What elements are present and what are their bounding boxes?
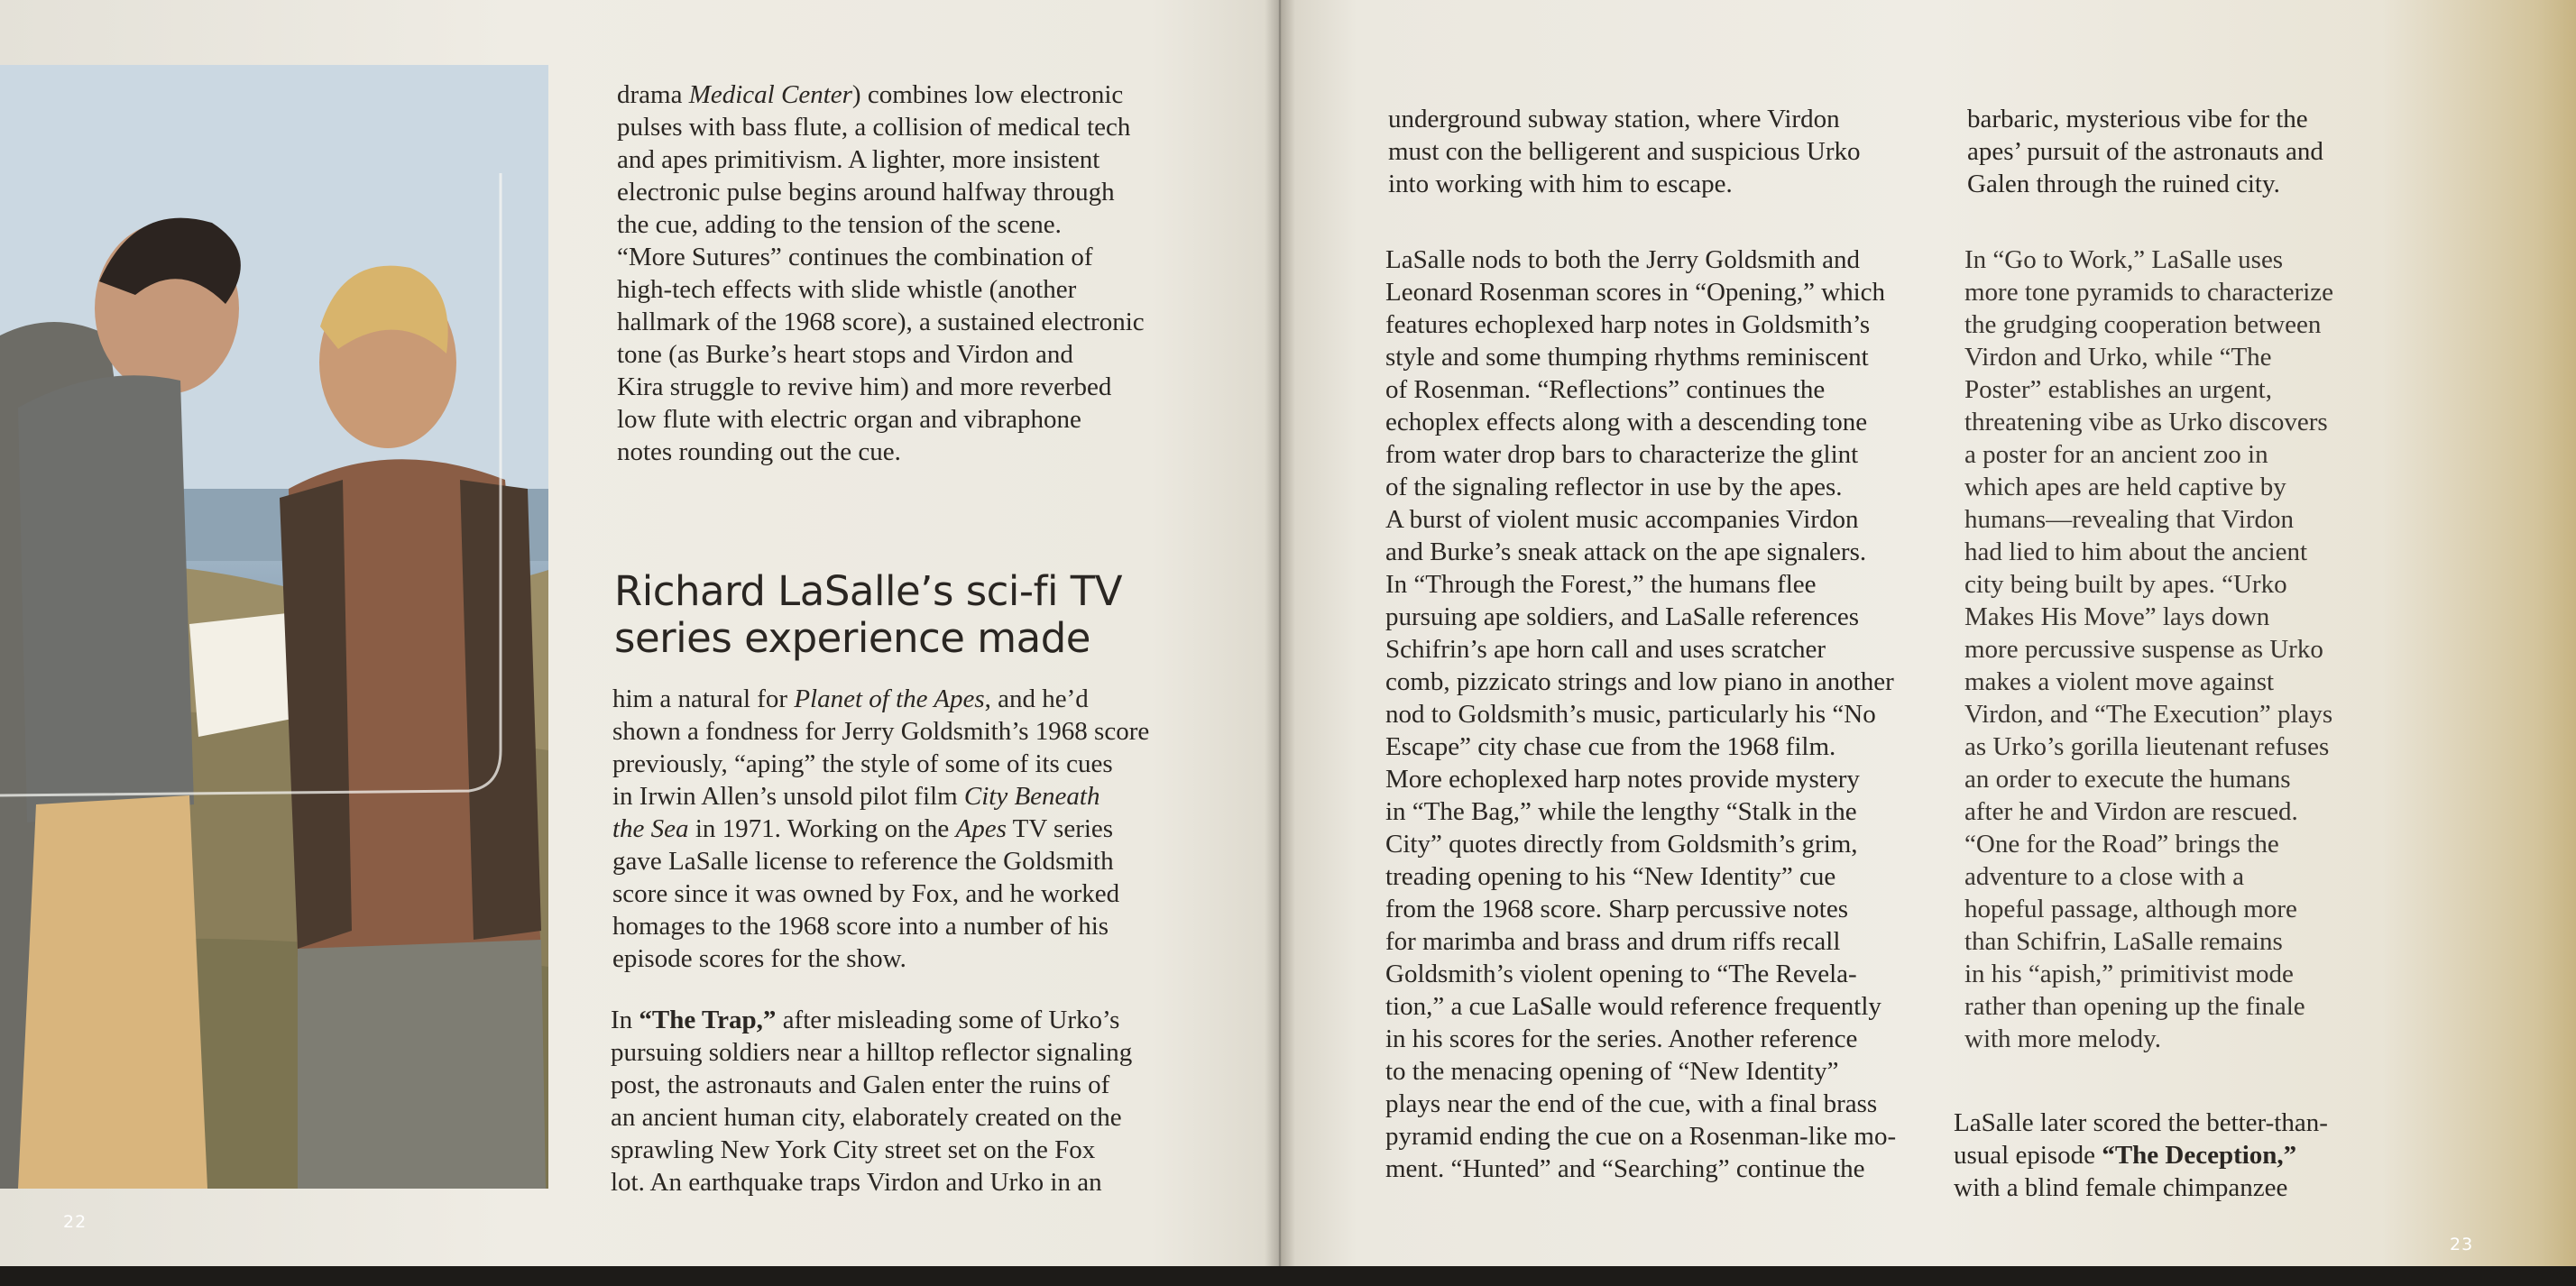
text-line: Leonard Rosenman scores in “Opening,” which [1385, 278, 1886, 307]
text-line: an order to execute the humans [1964, 765, 2291, 794]
text-line: features echoplexed harp notes in Goldsmith’s [1385, 310, 1871, 339]
text-line: In “Go to Work,” LaSalle uses [1964, 245, 2284, 274]
text-line: In “Through the Forest,” the humans flee [1385, 570, 1817, 599]
text-line: Galen through the ruined city. [1967, 170, 2280, 198]
text-line: to the menacing opening of “New Identity” [1385, 1057, 1839, 1086]
text-line: style and some thumping rhythms reminiscent [1385, 343, 1869, 372]
right-col1-top [1388, 103, 1861, 200]
text-line: Schifrin’s ape horn call and uses scratcher [1385, 635, 1826, 664]
right-col1-main [1385, 243, 1896, 1185]
text-line: a poster for an ancient zoo in [1964, 440, 2268, 469]
text-line: city being built by apes. “Urko [1964, 570, 2287, 599]
text-line: of Rosenman. “Reflections” continues the [1385, 375, 1826, 404]
text-line: in his scores for the series. Another reference [1385, 1024, 1858, 1053]
text-line: than Schifrin, LaSalle remains [1964, 927, 2283, 956]
text-line: in “The Bag,” while the lengthy “Stalk in the [1385, 797, 1857, 826]
text-line: from the 1968 score. Sharp percussive notes [1385, 895, 1849, 923]
text-line: the cue, adding to the tension of the scene. [617, 210, 1062, 239]
text-line: usual episode “The Deception,” [1954, 1141, 2297, 1170]
text-line: which apes are held captive by [1964, 473, 2286, 501]
text-line: Makes His Move” lays down [1964, 602, 2270, 631]
lasalle-paragraph [612, 683, 1149, 975]
text-line: nod to Goldsmith’s music, particularly his “No [1385, 700, 1876, 729]
text-line: Virdon, and “The Execution” plays [1964, 700, 2333, 729]
text-line: of the signaling reflector in use by the apes. [1385, 473, 1843, 501]
text-line: as Urko’s gorilla lieutenant refuses [1964, 732, 2330, 761]
text-line: sprawling New York City street set on the Fox [611, 1135, 1096, 1164]
text-line: Escape” city chase cue from the 1968 film. [1385, 732, 1836, 761]
text-line: after he and Virdon are rescued. [1964, 797, 2298, 826]
text-line: gave LaSalle license to reference the Goldsmith [612, 847, 1114, 876]
scan-edge [0, 1266, 2576, 1286]
headline-line-2: series experience made [614, 614, 1090, 662]
text-line: low flute with electric organ and vibraphone [617, 405, 1081, 434]
text-line: him a natural for Planet of the Apes, and he’d [612, 684, 1089, 713]
text-line: the grudging cooperation between [1964, 310, 2322, 339]
text-line: tion,” a cue LaSalle would reference frequently [1385, 992, 1881, 1021]
text-line: pursuing soldiers near a hilltop reflector signaling [611, 1038, 1133, 1067]
text-line: Kira struggle to revive him) and more reverbed [617, 372, 1112, 401]
text-line: makes a violent move against [1964, 667, 2275, 696]
text-line: “More Sutures” continues the combination of [617, 243, 1093, 271]
text-line: in his “apish,” primitivist mode [1964, 960, 2294, 988]
text-line: A burst of violent music accompanies Virdon [1385, 505, 1859, 534]
text-line: humans—revealing that Virdon [1964, 505, 2294, 534]
text-line: comb, pizzicato strings and low piano in another [1385, 667, 1894, 696]
text-line: echoplex effects along with a descending tone [1385, 408, 1868, 436]
text-line: homages to the 1968 score into a number of his [612, 912, 1109, 941]
text-line: in Irwin Allen’s unsold pilot film City Beneath [612, 782, 1100, 811]
text-line: plays near the end of the cue, with a final brass [1385, 1089, 1878, 1118]
text-line: Poster” establishes an urgent, [1964, 375, 2272, 404]
text-line: underground subway station, where Virdon [1388, 105, 1840, 133]
text-line: must con the belligerent and suspicious Urko [1388, 137, 1861, 166]
text-line: more percussive suspense as Urko [1964, 635, 2323, 664]
text-line: threatening vibe as Urko discovers [1964, 408, 2328, 436]
right-col2-main [1964, 243, 2333, 1055]
text-line: shown a fondness for Jerry Goldsmith’s 1968 score [612, 717, 1150, 746]
text-line: LaSalle nods to both the Jerry Goldsmith and [1385, 245, 1860, 274]
text-line: score since it was owned by Fox, and he worked [612, 879, 1120, 908]
text-line: with more melody. [1964, 1024, 2161, 1053]
text-line: electronic pulse begins around halfway through [617, 178, 1115, 207]
text-line: drama Medical Center) combines low electronic [617, 80, 1124, 109]
page-number: 23 [2450, 1235, 2474, 1254]
text-line: pursuing ape soldiers, and LaSalle references [1385, 602, 1860, 631]
text-line: with a blind female chimpanzee [1954, 1173, 2288, 1202]
text-line: LaSalle later scored the better-than- [1954, 1108, 2328, 1137]
text-line: into working with him to escape. [1388, 170, 1733, 198]
text-line: In “The Trap,” after misleading some of Urko’s [611, 1006, 1120, 1034]
text-line: apes’ pursuit of the astronauts and [1967, 137, 2323, 166]
text-line: notes rounding out the cue. [617, 437, 901, 466]
text-line: previously, “aping” the style of some of its cues [612, 749, 1113, 778]
text-line: lot. An earthquake traps Virdon and Urko in an [611, 1168, 1102, 1197]
left-page [0, 0, 1279, 1272]
text-line: hallmark of the 1968 score), a sustained electronic [617, 308, 1145, 336]
intro-paragraph [617, 78, 1145, 468]
page-number: 22 [63, 1212, 87, 1232]
text-line: “One for the Road” brings the [1964, 830, 2279, 859]
text-line: had lied to him about the ancient [1964, 537, 2308, 566]
text-line: tone (as Burke’s heart stops and Virdon and [617, 340, 1073, 369]
headline-line-1: Richard LaSalle’s sci-fi TV [614, 567, 1123, 615]
right-col2-last [1954, 1107, 2328, 1204]
section-headline [614, 568, 1122, 662]
the-trap-paragraph [611, 1004, 1132, 1199]
text-line: hopeful passage, although more [1964, 895, 2297, 923]
text-line: ment. “Hunted” and “Searching” continue the [1385, 1154, 1865, 1183]
text-line: pulses with bass flute, a collision of medical tech [617, 113, 1131, 142]
text-line: episode scores for the show. [612, 944, 906, 973]
text-line: barbaric, mysterious vibe for the [1967, 105, 2308, 133]
text-line: and apes primitivism. A lighter, more insistent [617, 145, 1100, 174]
text-line: Goldsmith’s violent opening to “The Revela- [1385, 960, 1857, 988]
photo [0, 65, 548, 1189]
text-line: an ancient human city, elaborately created on the [611, 1103, 1122, 1132]
text-line: high-tech effects with slide whistle (another [617, 275, 1077, 304]
text-line: more tone pyramids to characterize [1964, 278, 2334, 307]
text-line: More echoplexed harp notes provide mystery [1385, 765, 1860, 794]
text-line: rather than opening up the finale [1964, 992, 2305, 1021]
text-line: Virdon and Urko, while “The [1964, 343, 2272, 372]
text-line: City” quotes directly from Goldsmith’s grim, [1385, 830, 1858, 859]
text-line: the Sea in 1971. Working on the Apes TV series [612, 814, 1114, 843]
text-line: post, the astronauts and Galen enter the ruins of [611, 1070, 1110, 1099]
text-line: treading opening to his “New Identity” cue [1385, 862, 1836, 891]
right-col2-top [1967, 103, 2323, 200]
text-line: and Burke’s sneak attack on the ape signalers. [1385, 537, 1867, 566]
text-line: pyramid ending the cue on a Rosenman-like mo- [1385, 1122, 1897, 1151]
text-line: for marimba and brass and drum riffs recall [1385, 927, 1841, 956]
spine-gutter [1265, 0, 1295, 1286]
photo-illustration [0, 65, 548, 1189]
text-line: adventure to a close with a [1964, 862, 2245, 891]
text-line: from water drop bars to characterize the glint [1385, 440, 1859, 469]
